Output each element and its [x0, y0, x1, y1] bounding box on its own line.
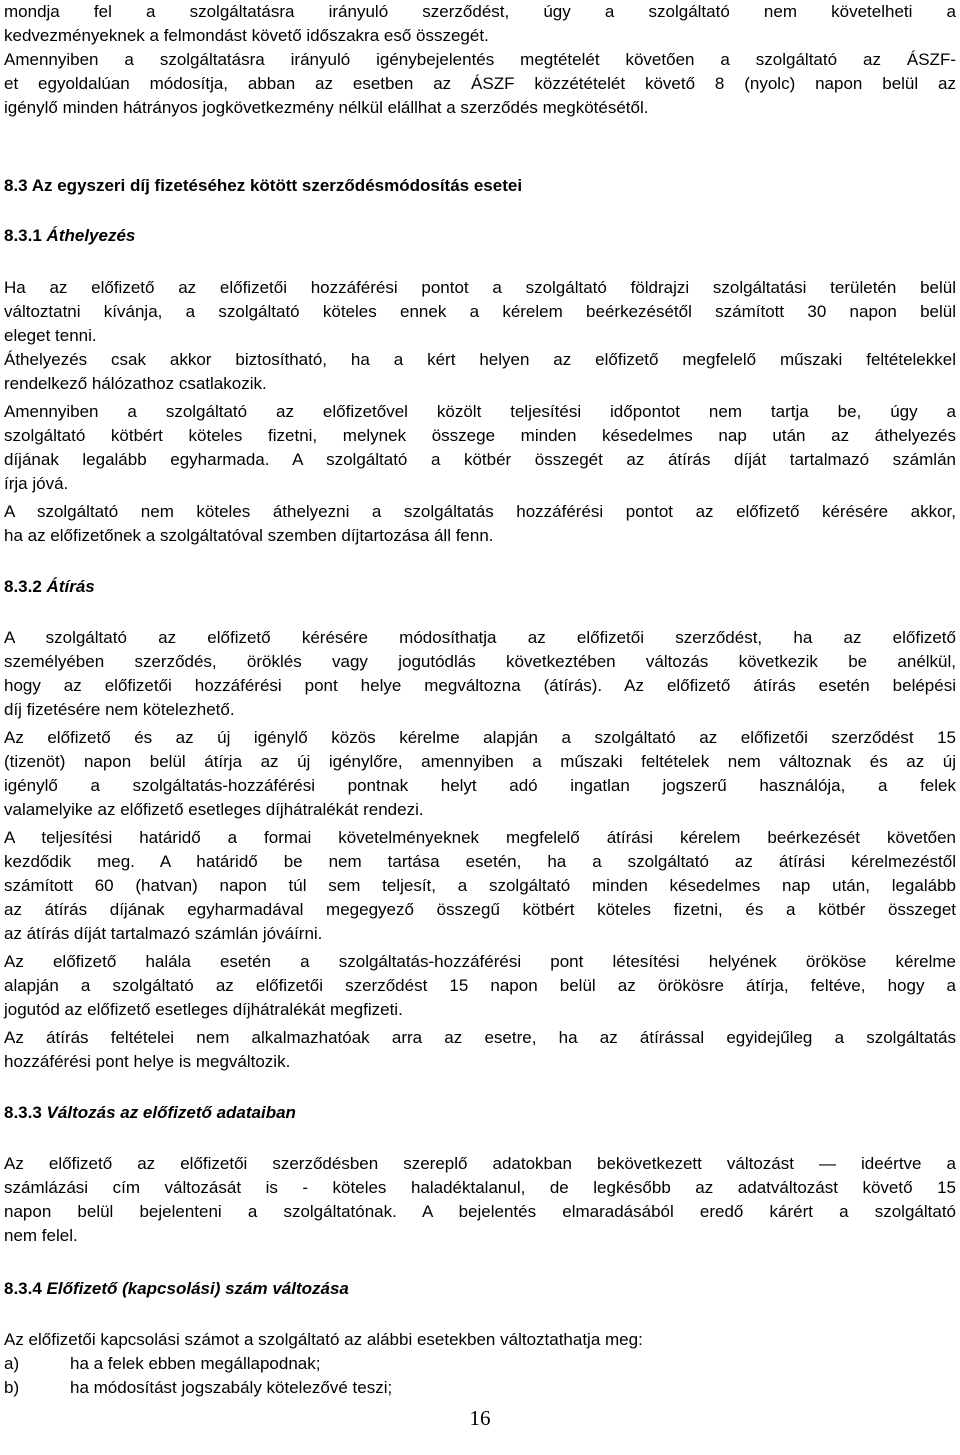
text-line: A szolgáltató az előfizető kérésére módosíthatja az előfizetői szerződést, ha az előfizető — [4, 628, 956, 647]
text-line: Az előfizető az előfizetői szerződésben szereplő adatokban bekövetkezett változást — ideértve a — [4, 1154, 956, 1173]
text-line: személyében szerződés, öröklés vagy jogutódlás következtében változás következik be anélkül, — [4, 652, 956, 671]
text-line: szolgáltató kötbért köteles fizetni, melynek összege minden késedelmes nap után az áthelyezés — [4, 426, 956, 445]
text-line: napon belül bejelenteni a szolgáltatónak. A bejelentés elmaradásából eredő kárért a szolgáltató — [4, 1202, 956, 1221]
text-line: igénylő a szolgáltatás-hozzáférési pontnak helyt adó ingatlan jogszerű használója, a felek — [4, 776, 956, 795]
text-line: díjának legalább egyharmada. A szolgáltató a kötbér összegét az átírás díját tartalmazó számlán — [4, 450, 956, 469]
text-line: számlázási cím változását is - köteles haladéktalanul, de legkésőbb az adatváltozást követő 15 — [4, 1178, 956, 1197]
text-line: Áthelyezés csak akkor biztosítható, ha a kért helyen az előfizető megfelelő műszaki feltételekkel — [4, 350, 956, 369]
text-line: számított 60 (hatvan) napon túl sem teljesít, a szolgáltató minden késedelmes nap után, legalább — [4, 876, 956, 895]
subsection-heading-8-3-2 — [4, 575, 956, 599]
subsection-number: 8.3.4 — [4, 1279, 42, 1298]
subsection-title: Áthelyezés — [46, 226, 136, 245]
text-line: et egyoldalúan módosítja, abban az esetben az ÁSZF közzétételét követő 8 (nyolc) napon belül az — [4, 74, 956, 93]
text-line: nem felel. — [4, 1226, 78, 1245]
text-line: igénylő minden hátrányos jogkövetkezmény nélkül elállhat a szerződés megkötésétől. — [4, 98, 649, 117]
subsection-title: Változás az előfizető adataiban — [46, 1103, 296, 1122]
list-item-label: a) — [4, 1354, 20, 1373]
text-line: mondja fel a szolgáltatásra irányuló szerződést, úgy a szolgáltató nem követelheti a — [4, 2, 956, 21]
text-line: Az előfizető halála esetén a szolgáltatás-hozzáférési pont létesítési helyének örököse kérelme — [4, 952, 956, 971]
text-line: az átírás díjának egyharmadával megegyező összegű kötbért köteles fizetni, és a kötbér összeget — [4, 900, 956, 919]
text-line: Az előfizető és az új igénylő közös kérelme alapján a szolgáltató az előfizetői szerződést 15 — [4, 728, 956, 747]
text-line: Amennyiben a szolgáltatásra irányuló igénybejelentés megtételét követően a szolgáltató az ÁSZF- — [4, 50, 956, 69]
page-number: 16 — [469, 1406, 491, 1430]
subsection-title: Átírás — [46, 577, 95, 596]
subsection-number: 8.3.1 — [4, 226, 42, 245]
text-line: ha az előfizetőnek a szolgáltatóval szemben díjtartozása áll fenn. — [4, 526, 494, 545]
text-line: Az átírás feltételei nem alkalmazhatóak arra az esetre, ha az átírással egyidejűleg a szolgáltatás — [4, 1028, 956, 1047]
subsection-heading-8-3-4 — [4, 1277, 956, 1301]
subsection-heading-8-3-3 — [4, 1101, 956, 1125]
text-line: valamelyike az előfizető esetleges díjhátralékát rendezi. — [4, 800, 424, 819]
list-item — [4, 1352, 956, 1376]
subsection-title: Előfizető (kapcsolási) szám változása — [46, 1279, 349, 1298]
text-line: kezdődik meg. A határidő be nem tartása esetén, ha a szolgáltató az átírási kérelmezéstől — [4, 852, 956, 871]
subsection-number: 8.3.2 — [4, 577, 42, 596]
section-heading-8-3: 8.3 Az egyszeri díj fizetéséhez kötött szerződésmódosítás esetei — [4, 176, 523, 195]
list-item — [4, 1376, 956, 1400]
text-line: Ha az előfizető az előfizetői hozzáférési pontot a szolgáltató földrajzi szolgáltatási területén belül — [4, 278, 956, 297]
text-line: jogutód az előfizető esetleges díjhátralékát megfizeti. — [4, 1000, 403, 1019]
text-line: hogy az előfizetői hozzáférési pont helye megváltozna (átírás). Az előfizető átírás esetén belépési — [4, 676, 956, 695]
text-line: eleget tenni. — [4, 326, 97, 345]
text-line: hozzáférési pont helye is megváltozik. — [4, 1052, 291, 1071]
text-line: írja jóvá. — [4, 474, 69, 493]
text-line: rendelkező hálózathoz csatlakozik. — [4, 374, 267, 393]
text-line: A teljesítési határidő a formai követelményeknek megfelelő átírási kérelem beérkezését követően — [4, 828, 956, 847]
text-line: az átírás díját tartalmazó számlán jóváírni. — [4, 924, 323, 943]
text-line: A szolgáltató nem köteles áthelyezni a szolgáltatás hozzáférési pontot az előfizető kérésére akkor, — [4, 502, 956, 521]
text-line: változtatni kívánja, a szolgáltató köteles ennek a kérelem beérkezésétől számított 30 napon belül — [4, 302, 956, 321]
list-item-text: ha a felek ebben megállapodnak; — [70, 1354, 321, 1373]
text-line: Az előfizetői kapcsolási számot a szolgáltató az alábbi esetekben változtathatja meg: — [4, 1330, 643, 1349]
text-line: kedvezményeknek a felmondást követő időszakra eső összegét. — [4, 26, 489, 45]
text-line: (tizenöt) napon belül átírja az új igénylőre, amennyiben a műszaki feltételek nem változnak és az új — [4, 752, 956, 771]
text-line: Amennyiben a szolgáltató az előfizetővel közölt teljesítési időpontot nem tartja be, úgy a — [4, 402, 956, 421]
subsection-heading-8-3-1 — [4, 224, 956, 248]
text-line: alapján a szolgáltató az előfizetői szerződést 15 napon belül az örökösre átírja, feltéve, hogy a — [4, 976, 956, 995]
text-line: díj fizetésére nem kötelezhető. — [4, 700, 235, 719]
list-item-label: b) — [4, 1378, 20, 1397]
subsection-number: 8.3.3 — [4, 1103, 42, 1122]
list-item-text: ha módosítást jogszabály kötelezővé teszi; — [70, 1378, 393, 1397]
